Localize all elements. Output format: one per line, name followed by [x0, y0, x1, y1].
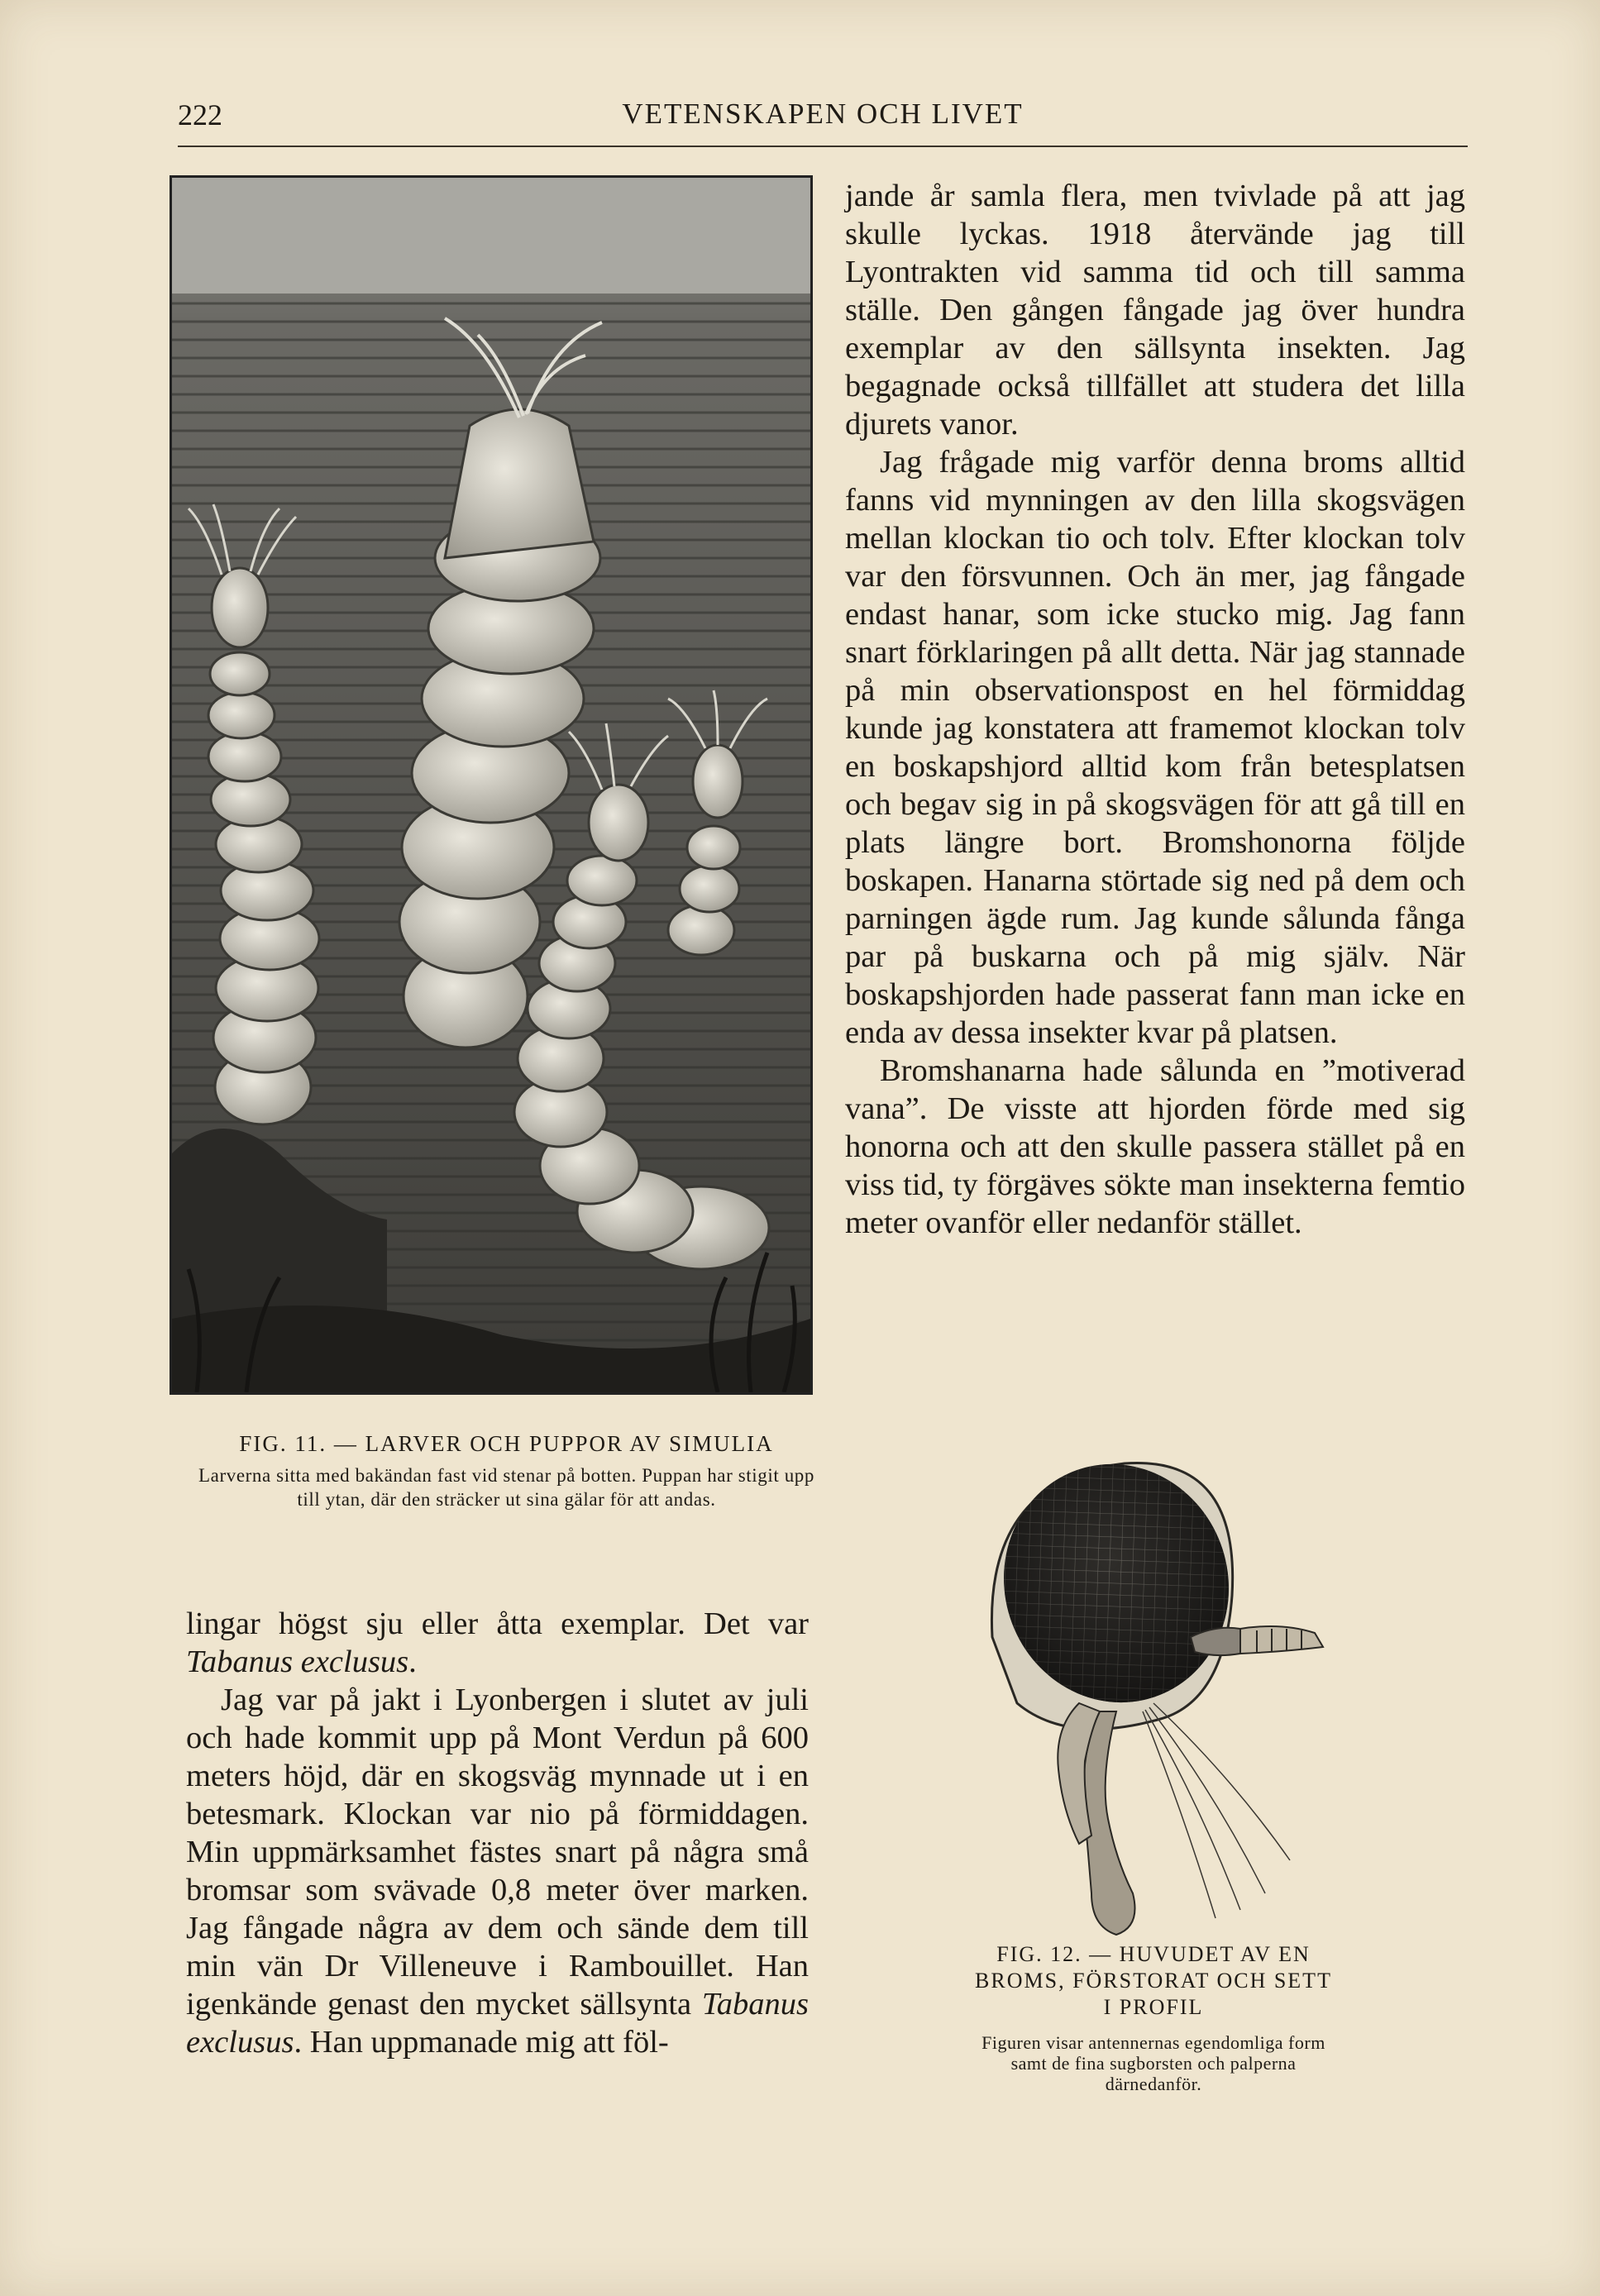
horsefly-head-illustration: [967, 1430, 1364, 1968]
figure-11-caption-title: FIG. 11. — LARVER OCH PUPPOR AV SIMULIA: [239, 1431, 774, 1456]
figure-11-caption: [186, 1429, 827, 1511]
header-rule: [178, 146, 1468, 147]
left-text-column: [186, 1605, 809, 2061]
text-run: Jag var på jakt i Lyonbergen i slutet av juli och hade kommit upp på Mont Verdun på 600 meters höjd, där en skogsväg mynnade ut i en betesmark. Klockan var nio på förmiddagen. Min uppmärksamhet fästes snart på några små bromsar som svävade 0,8 meter över marken. Jag fångade några av dem och sände dem till min vän Dr Villeneuve i Rambouillet. Han igenkände genast den mycket sällsynta: [186, 1683, 809, 2022]
page-number: 222: [178, 98, 222, 131]
figure-11-illustration: [170, 175, 813, 1395]
text-run: lingar högst sju eller åtta exemplar. Det var: [186, 1606, 809, 1641]
larvae-illustration: [172, 178, 810, 1392]
paragraph: [186, 1681, 809, 2061]
right-text-column: [845, 177, 1465, 1242]
species-name: Tabanus exclusus: [186, 1987, 809, 2060]
figure-12-caption: [972, 1941, 1335, 2094]
paragraph: Jag frågade mig varför denna broms alltid fanns vid mynningen av den lilla skogsvägen mellan klockan tio och tolv. Efter klockan tolv var den försvunnen. Och än mer, jag fångade endast hanar, som icke stucko mig. Jag fann snart förklaringen på allt detta. När jag stannade på min observationspost en hel förmiddag kunde jag konstatera att framemot klockan tolv en boskapshjord alltid kom från betesplatsen och begav sig in på skogsvägen för att gå till en plats längre bort. Bromshonorna följde boskapen. Hanarna störtade sig ned på dem och parningen ägde rum. Jag kunde sålunda fånga par på buskarna och på mig själv. När boskapshjorden hade passerat fann man icke en enda av dessa insekter kvar på platsen.: [845, 445, 1465, 1050]
figure-12-caption-body: Figuren visar antennernas egendomliga form samt de fina sugborsten och palperna därnedanför.: [981, 2032, 1325, 2094]
figure-11-caption-body: Larverna sitta med bakändan fast vid stenar på botten. Puppan har stigit upp till ytan, där den sträcker ut sina gälar för att andas.: [198, 1465, 814, 1510]
species-name: Tabanus exclusus: [186, 1644, 409, 1679]
running-header: [178, 98, 1468, 141]
paragraph: jande år samla flera, men tvivlade på att jag skulle lyckas. 1918 återvände jag till Lyontrakten vid samma tid och till samma ställe. Den gången fångade jag över hundra exemplar av den sällsynta insekten. Jag begagnade också tillfället att studera det lilla djurets vanor.: [845, 179, 1465, 442]
paragraph: [186, 1605, 809, 1681]
text-run: .: [408, 1644, 417, 1679]
running-title: VETENSKAPEN OCH LIVET: [622, 98, 1024, 130]
paragraph: Bromshanarna hade sålunda en ”motiverad vana”. De visste att hjorden förde med sig honorna och att den skulle passera stället på en viss tid, ty förgäves sökte man insekterna femtio meter ovanför eller nedanför stället.: [845, 1053, 1465, 1240]
figure-12-caption-title: FIG. 12. — HUVUDET AV EN BROMS, FÖRSTORAT OCH SETT I PROFIL: [975, 1942, 1332, 2019]
figure-12-illustration: [967, 1430, 1364, 1968]
text-run: . Han uppmanade mig att föl-: [294, 2025, 669, 2060]
